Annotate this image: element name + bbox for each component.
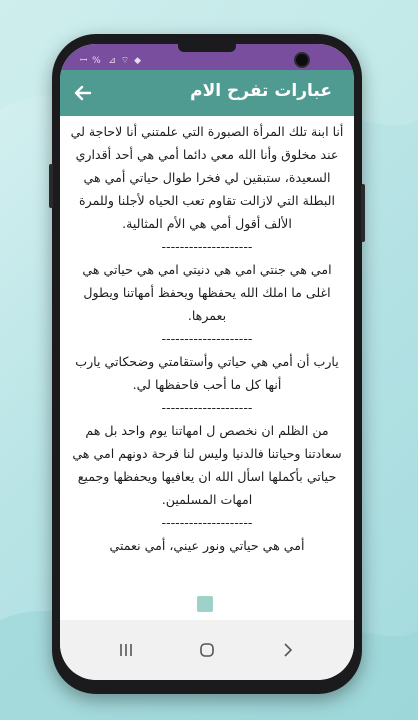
paragraph-2: امي هي جنتي امي هي دنيتي امي هي حياتي هي اغلى ما املك الله يحفظها ويحفظ أمهاتنا ويطول بعمرها.	[82, 262, 332, 323]
home-icon	[193, 638, 221, 662]
app-bar	[60, 70, 354, 116]
page-title: عبارات تفرح الام	[190, 81, 332, 101]
recents-icon	[112, 638, 140, 662]
paragraph-3: يارب أن أمي هي حياتي وأستقامتي وضحكاتي يارب أنها كل ما أحب فاحفظها لي.	[75, 354, 339, 392]
paragraph-4: من الظلم ان نخصص ل امهاتنا يوم واحد بل هم سعادتنا وحياتنا فالدنيا وليس لنا فرحة دونهم امي هي حياتي بأكملها اسأل الله ان يعافيها ويحفظها وجميع امهات المسلمين.	[72, 423, 342, 507]
content-scroll-area[interactable]	[60, 116, 354, 620]
separator: --------------------	[161, 400, 253, 415]
phone-screen	[60, 44, 354, 680]
content-text	[70, 120, 344, 557]
back-button[interactable]	[68, 78, 98, 108]
arrow-left-icon	[68, 78, 98, 108]
separator: --------------------	[161, 331, 253, 346]
power-button	[361, 184, 365, 242]
speaker-notch	[178, 44, 236, 52]
separator: --------------------	[161, 515, 253, 530]
phone-frame	[52, 34, 362, 694]
home-button[interactable]	[193, 638, 221, 662]
back-nav-button[interactable]	[274, 638, 302, 662]
recents-button[interactable]	[112, 638, 140, 662]
navigation-bar	[60, 620, 354, 680]
status-icons: ꟷ % ⊿ ⌔ ◆	[80, 56, 143, 66]
separator: --------------------	[161, 239, 253, 254]
paragraph-5: أمي هي حياتي ونور عيني، أمي نعمتي	[109, 538, 305, 553]
paragraph-1: أنا ابنة تلك المرأة الصبورة التي علمتني أنا لاحاجة لي عند مخلوق وأنا الله معي دائما أمي هي أحد أقداري السعيدة، ستبقين لي فخرا طوال حياتي أمي هي البطلة التي لازالت تقاوم تعب الحياه لأجلنا وللمرة الألف أقول أمي هي الأم المثالية.	[70, 124, 344, 231]
play-icon[interactable]	[197, 596, 213, 612]
front-camera	[294, 52, 310, 68]
chevron-right-icon	[274, 638, 302, 662]
volume-button	[49, 164, 53, 208]
